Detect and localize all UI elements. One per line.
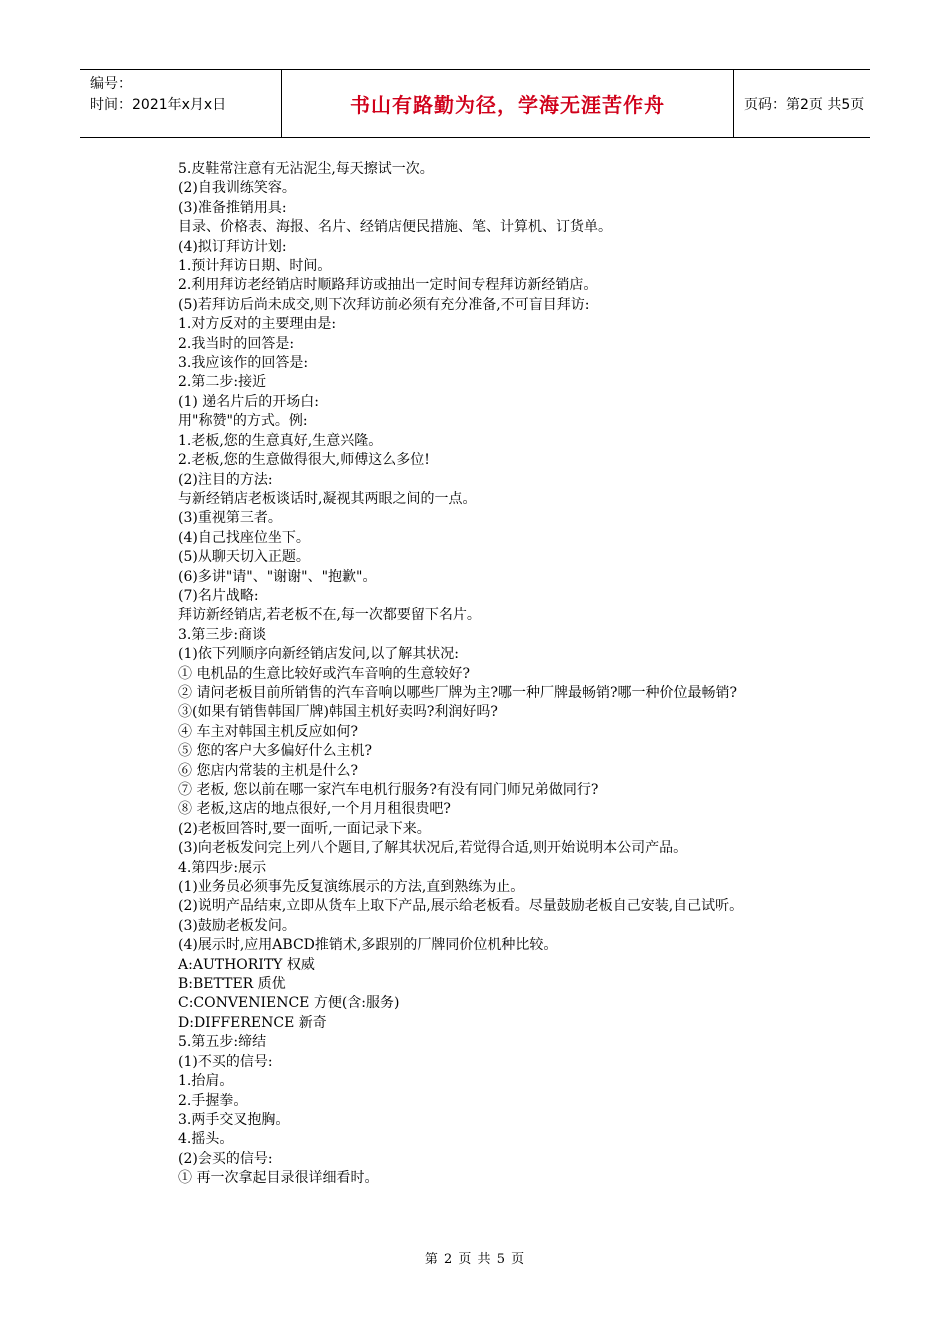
body-line: ① 电机品的生意比较好或汽车音响的生意较好? — [178, 665, 470, 682]
body-line: 1.预计拜访日期、时间。 — [178, 258, 332, 275]
body-line: 2.利用拜访老经销店时顺路拜访或抽出一定时间专程拜访新经销店。 — [178, 277, 598, 294]
body-line: (1) 递名片后的开场白: — [178, 393, 319, 410]
body-line: (6)多讲"请"、"谢谢"、"抱歉"。 — [178, 568, 377, 585]
body-line: A:AUTHORITY 权威 — [178, 956, 315, 973]
document-body — [146, 160, 818, 1189]
body-line: 4.第四步:展示 — [178, 859, 267, 876]
body-line: (2)老板回答时,要一面听,一面记录下来。 — [178, 820, 431, 837]
body-line: 5.第五步:缔结 — [178, 1034, 267, 1051]
body-line: 2.第二步:接近 — [178, 374, 267, 391]
body-line: (2)说明产品结束,立即从货车上取下产品,展示给老板看。尽量鼓励老板自己安装,自己试听。 — [178, 898, 744, 915]
body-line: ② 请问老板目前所销售的汽车音响以哪些厂牌为主?哪一种厂牌最畅销?哪一种价位最畅销? — [178, 684, 737, 701]
body-line: (5)若拜访后尚未成交,则下次拜访前必须有充分准备,不可盲目拜访: — [178, 296, 590, 313]
header-page-label: 页码：第2页 共5页 — [744, 96, 865, 113]
document-date-label: 时间：2021年x月x日 — [90, 97, 227, 113]
header-motto: 书山有路勤为径，学海无涯苦作舟 — [282, 70, 734, 137]
body-line: 目录、价格表、海报、名片、经销店便民措施、笔、计算机、订货单。 — [178, 219, 612, 236]
body-line: (2)注目的方法: — [178, 471, 273, 488]
body-line: 3.两手交叉抱胸。 — [178, 1111, 290, 1128]
body-line: 1.老板,您的生意真好,生意兴隆。 — [178, 432, 383, 449]
body-line: (1)业务员必须事先反复演练展示的方法,直到熟练为止。 — [178, 879, 525, 896]
body-line: (3)准备推销用具: — [178, 199, 287, 216]
body-line: (3)重视第三者。 — [178, 510, 282, 527]
body-line: (4)展示时,应用ABCD推销术,多跟别的厂牌同价位机种比较。 — [178, 937, 558, 954]
body-line: (4)拟订拜访计划: — [178, 238, 287, 255]
document-number-label: 编号： — [90, 76, 132, 92]
body-line: 与新经销店老板谈话时,凝视其两眼之间的一点。 — [178, 490, 477, 507]
body-line: (4)自己找座位坐下。 — [178, 529, 310, 546]
body-line: ③(如果有销售韩国厂牌)韩国主机好卖吗?利润好吗? — [178, 704, 498, 721]
body-line: ⑤ 您的客户大多偏好什么主机? — [178, 743, 372, 760]
body-line: 4.摇头。 — [178, 1131, 234, 1148]
body-line: (3)向老板发问完上列八个题目,了解其状况后,若觉得合适,则开始说明本公司产品。 — [178, 840, 688, 857]
page-footer: 第 2 页 共 5 页 — [424, 1252, 526, 1267]
body-line: C:CONVENIENCE 方便(含:服务) — [178, 995, 400, 1012]
body-line: (7)名片战略: — [178, 587, 259, 604]
body-line: (3)鼓励老板发问。 — [178, 917, 296, 934]
body-line: (2)自我训练笑容。 — [178, 180, 296, 197]
body-line: ④ 车主对韩国主机反应如何? — [178, 723, 358, 740]
body-line: 1.抬肩。 — [178, 1073, 234, 1090]
body-line: ⑧ 老板,这店的地点很好,一个月月租很贵吧? — [178, 801, 451, 818]
body-line: (1)不买的信号: — [178, 1053, 273, 1070]
body-line: ① 再一次拿起目录很详细看时。 — [178, 1170, 379, 1187]
body-line: 拜访新经销店,若老板不在,每一次都要留下名片。 — [178, 607, 481, 624]
body-line: (5)从聊天切入正题。 — [178, 549, 310, 566]
body-line: ⑦ 老板, 您以前在哪一家汽车电机行服务?有没有同门师兄弟做同行? — [178, 782, 599, 798]
body-line: ⑥ 您店内常装的主机是什么? — [178, 762, 358, 779]
body-line: 用"称赞"的方式。例: — [178, 413, 308, 430]
body-line: 3.我应该作的回答是: — [178, 355, 309, 372]
body-line: B:BETTER 质优 — [178, 976, 286, 993]
body-line: D:DIFFERENCE 新奇 — [178, 1014, 327, 1031]
body-line: (2)会买的信号: — [178, 1150, 273, 1167]
body-line: 5.皮鞋常注意有无沾泥尘,每天擦试一次。 — [178, 161, 434, 177]
document-header — [80, 69, 870, 138]
body-line: (1)依下列顺序向新经销店发问,以了解其状况: — [178, 646, 459, 663]
body-line: 2.我当时的回答是: — [178, 335, 295, 352]
body-line: 2.老板,您的生意做得很大,师傅这么多位! — [178, 452, 430, 469]
body-line: 1.对方反对的主要理由是: — [178, 316, 337, 333]
body-line: 3.第三步:商谈 — [178, 626, 267, 643]
body-line: 2.手握拳。 — [178, 1092, 248, 1109]
header-meta-cell — [80, 70, 282, 137]
